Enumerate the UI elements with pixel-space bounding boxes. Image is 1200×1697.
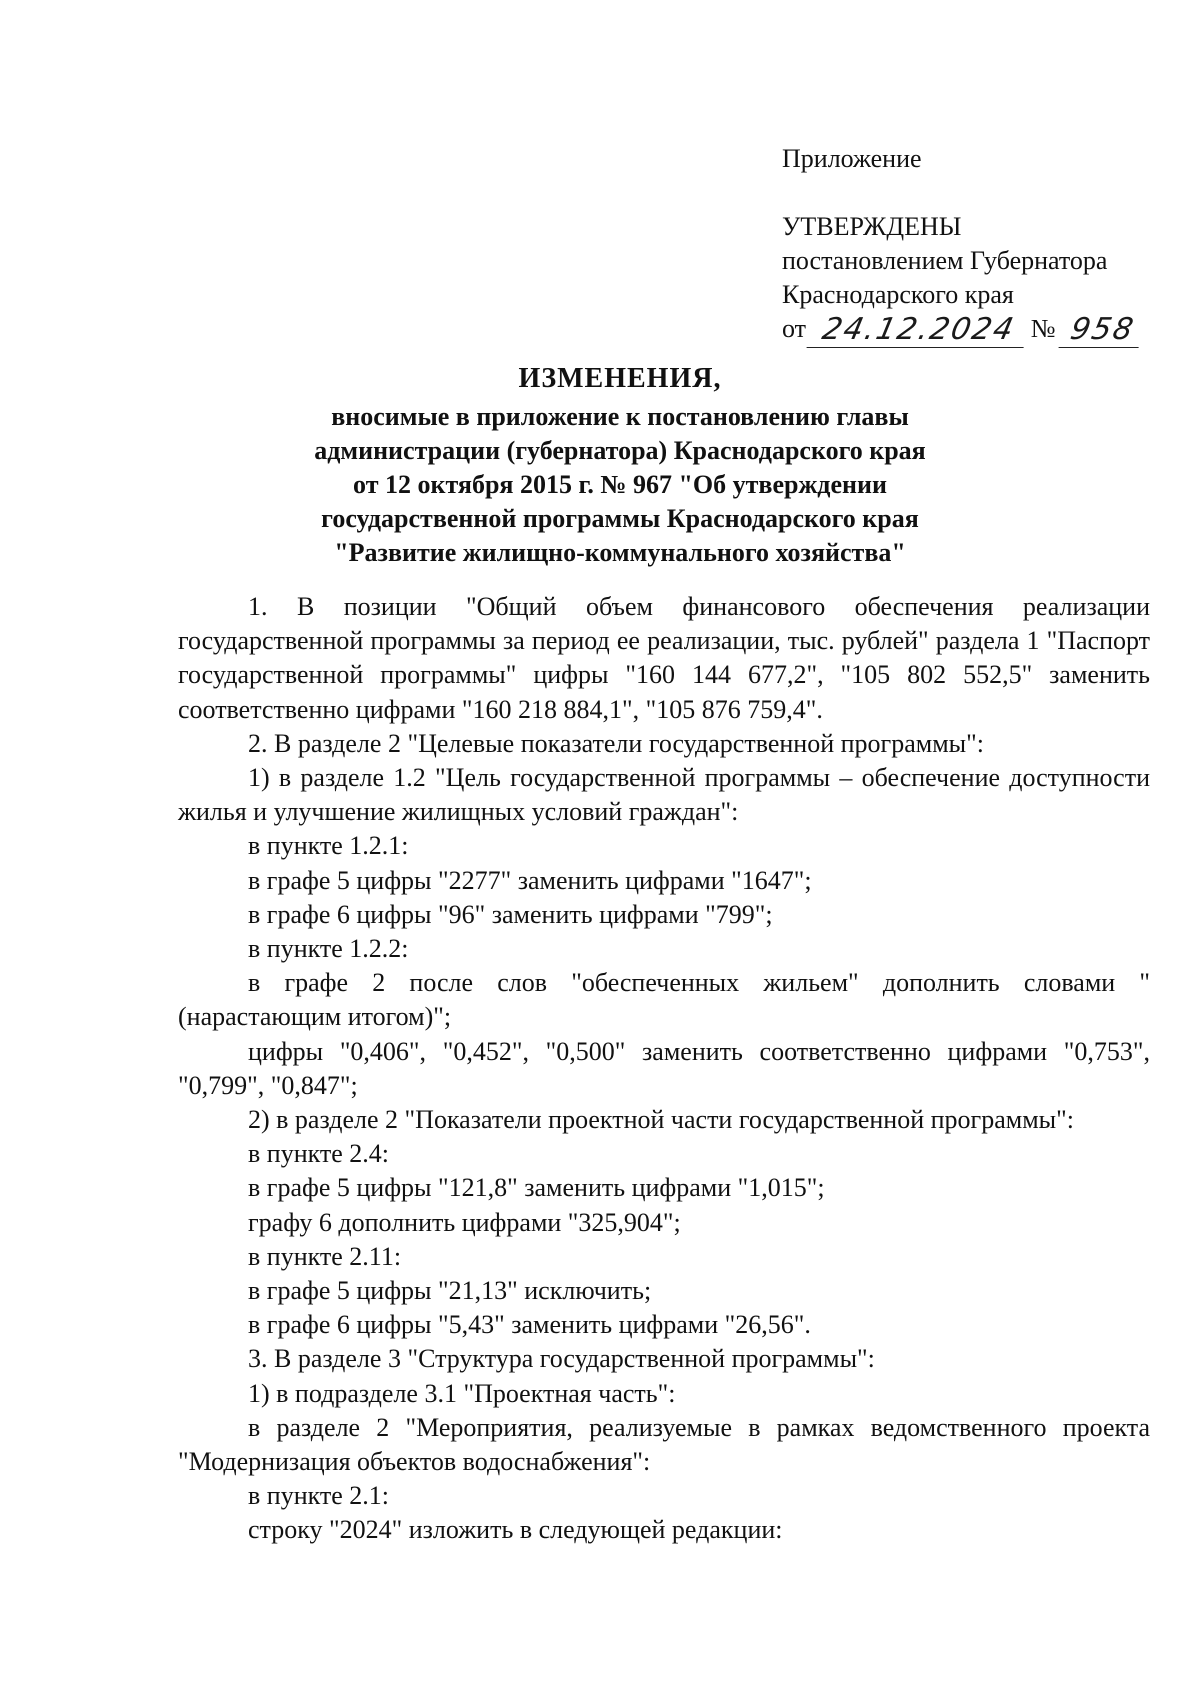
paragraph: 2) в разделе 2 "Показатели проектной части государственной программы": [248,1105,1074,1135]
approval-block [782,142,1142,348]
paragraph: 1) в подразделе 3.1 "Проектная часть": [248,1378,676,1408]
paragraph: 1) в разделе 1.2 "Цель государственной программы – обеспечение доступности жилья и улучшение жилищных условий граждан": [178,763,1150,827]
title-line: вносимые в приложение к постановлению главы [331,402,909,431]
paragraph: в графе 2 после слов "обеспеченных жильем" дополнить словами "(нарастающим итогом)"; [178,968,1150,1032]
paragraph: в графе 5 цифры "121,8" заменить цифрами "1,015"; [248,1173,825,1203]
approved-label: УТВЕРЖДЕНЫ [782,212,962,241]
approved-by-line-1: постановлением Губернатора [782,246,1108,275]
number-label: № [1030,314,1056,343]
approved-by-line-2: Краснодарского края [782,280,1014,309]
paragraph: в разделе 2 "Мероприятия, реализуемые в рамках ведомственного проекта "Модернизация объектов водоснабжения": [178,1412,1150,1477]
paragraph: 3. В разделе 3 "Структура государственной программы": [248,1344,875,1374]
paragraph: в графе 6 цифры "5,43" заменить цифрами "26,56". [248,1310,811,1340]
paragraph: в пункте 2.4: [248,1139,390,1169]
paragraph: в пункте 2.11: [248,1241,402,1271]
title-line: государственной программы Краснодарского края [321,504,919,533]
appendix-label: Приложение [782,144,922,173]
paragraph: в пункте 1.2.1: [248,831,409,861]
date-number-line [782,312,1142,348]
handwritten-date: 24.12.2024 [807,315,1031,348]
title-line: "Развитие жилищно-коммунального хозяйства" [334,538,906,567]
paragraph: 1. В позиции "Общий объем финансового обеспечения реализации государственной программы за период ее реализации, тыс. рублей" раздела 1 "Паспорт государственной программы" цифры "160 144 677,2", "105 802 552,5" заменить соответственно цифрами "160 218 884,1", "105 876 759,4". [178,592,1150,724]
paragraph: в пункте 2.1: [248,1481,390,1511]
title-line: администрации (губернатора) Краснодарского края [314,436,926,465]
title-heading: ИЗМЕНЕНИЯ, [518,363,722,394]
paragraph: в пункте 1.2.2: [248,934,409,964]
document-title [250,362,990,570]
paragraph: 2. В разделе 2 "Целевые показатели государственной программы": [248,728,984,758]
paragraph: цифры "0,406", "0,452", "0,500" заменить соответственно цифрами "0,753", "0,799", "0,847"; [178,1036,1150,1100]
paragraph: в графе 5 цифры "21,13" исключить; [248,1276,652,1306]
title-line: от 12 октября 2015 г. № 967 "Об утверждении [353,470,887,499]
from-label: от [782,314,807,343]
handwritten-number: 958 [1058,315,1145,348]
paragraph: в графе 6 цифры "96" заменить цифрами "799"; [248,899,773,929]
paragraph: строку "2024" изложить в следующей редакции: [248,1515,783,1545]
paragraph: графу 6 дополнить цифрами "325,904"; [248,1207,681,1237]
paragraph: в графе 5 цифры "2277" заменить цифрами "1647"; [248,865,812,895]
document-body [178,590,1150,1548]
